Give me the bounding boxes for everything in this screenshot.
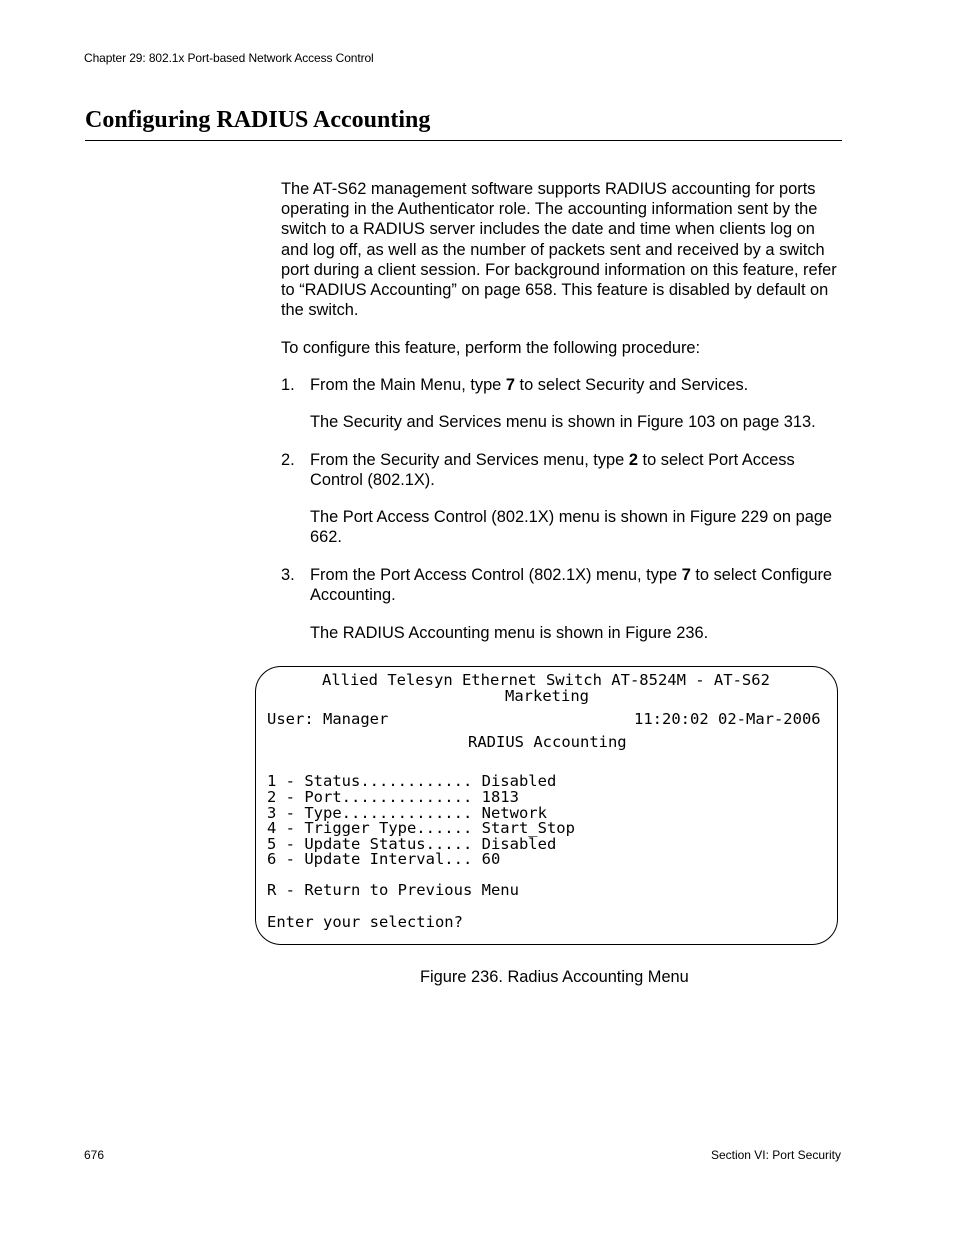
terminal-datetime: 11:20:02 02-Mar-2006 xyxy=(634,710,821,728)
title-rule xyxy=(85,140,842,141)
figure-caption: Figure 236. Radius Accounting Menu xyxy=(420,968,689,986)
terminal-banner: Allied Telesyn Ethernet Switch AT-8524M - AT-S62 xyxy=(322,671,770,689)
section-title: Configuring RADIUS Accounting xyxy=(85,107,431,133)
menu-option-return[interactable]: R - Return to Previous Menu xyxy=(267,881,519,899)
menu-option-trigger-type[interactable]: 4 - Trigger Type...... Start_Stop xyxy=(267,819,575,837)
running-header: Chapter 29: 802.1x Port-based Network Access Control xyxy=(84,51,374,65)
terminal-menu-title: RADIUS Accounting xyxy=(468,733,627,751)
step-text: From the Security and Services menu, type 2 to select Port Access Control (802.1X). xyxy=(310,451,795,490)
page-number: 676 xyxy=(84,1148,105,1162)
step-key: 2 xyxy=(628,451,638,469)
running-footer: Section VI: Port Security xyxy=(710,1148,841,1162)
step-number: 3. xyxy=(281,566,295,584)
step-number: 1. xyxy=(281,376,295,394)
step-1-note: The Security and Services menu is shown in Figure 103 on page 313. xyxy=(310,413,816,431)
menu-option-update-status[interactable]: 5 - Update Status..... Disabled xyxy=(267,835,557,853)
step-3-note: The RADIUS Accounting menu is shown in Figure 236. xyxy=(310,624,709,642)
step-text: From the Main Menu, type 7 to select Security and Services. xyxy=(310,376,749,394)
procedure-intro: To configure this feature, perform the following procedure: xyxy=(281,339,701,357)
menu-option-status[interactable]: 1 - Status............ Disabled xyxy=(267,772,557,790)
step-key: 7 xyxy=(505,376,515,394)
terminal-subtitle: Marketing xyxy=(505,687,589,705)
step-key: 7 xyxy=(681,566,691,584)
terminal-user: User: Manager xyxy=(267,710,389,728)
step-2-note: The Port Access Control (802.1X) menu is shown in Figure 229 on page 662. xyxy=(310,508,833,547)
menu-option-port[interactable]: 2 - Port.............. 1813 xyxy=(267,788,519,806)
step-number: 2. xyxy=(281,451,295,469)
intro-paragraph: The AT-S62 management software supports RADIUS accounting for ports operating in the Authenticator role. The accounting information sent by the switch to a RADIUS server includes the date and time when clients log on and log off, as well as the number of packets sent and received by a switch port during a client session. For background information on this feature, refer to “RADIUS Accounting” on page 658. This feature is disabled by default on the switch. xyxy=(281,180,837,320)
terminal-screen xyxy=(255,666,838,945)
selection-prompt[interactable]: Enter your selection? xyxy=(267,913,463,931)
menu-option-type[interactable]: 3 - Type.............. Network xyxy=(267,804,547,822)
menu-option-update-interval[interactable]: 6 - Update Interval... 60 xyxy=(267,850,501,868)
step-text: From the Port Access Control (802.1X) menu, type 7 to select Configure Accounting. xyxy=(310,566,833,605)
